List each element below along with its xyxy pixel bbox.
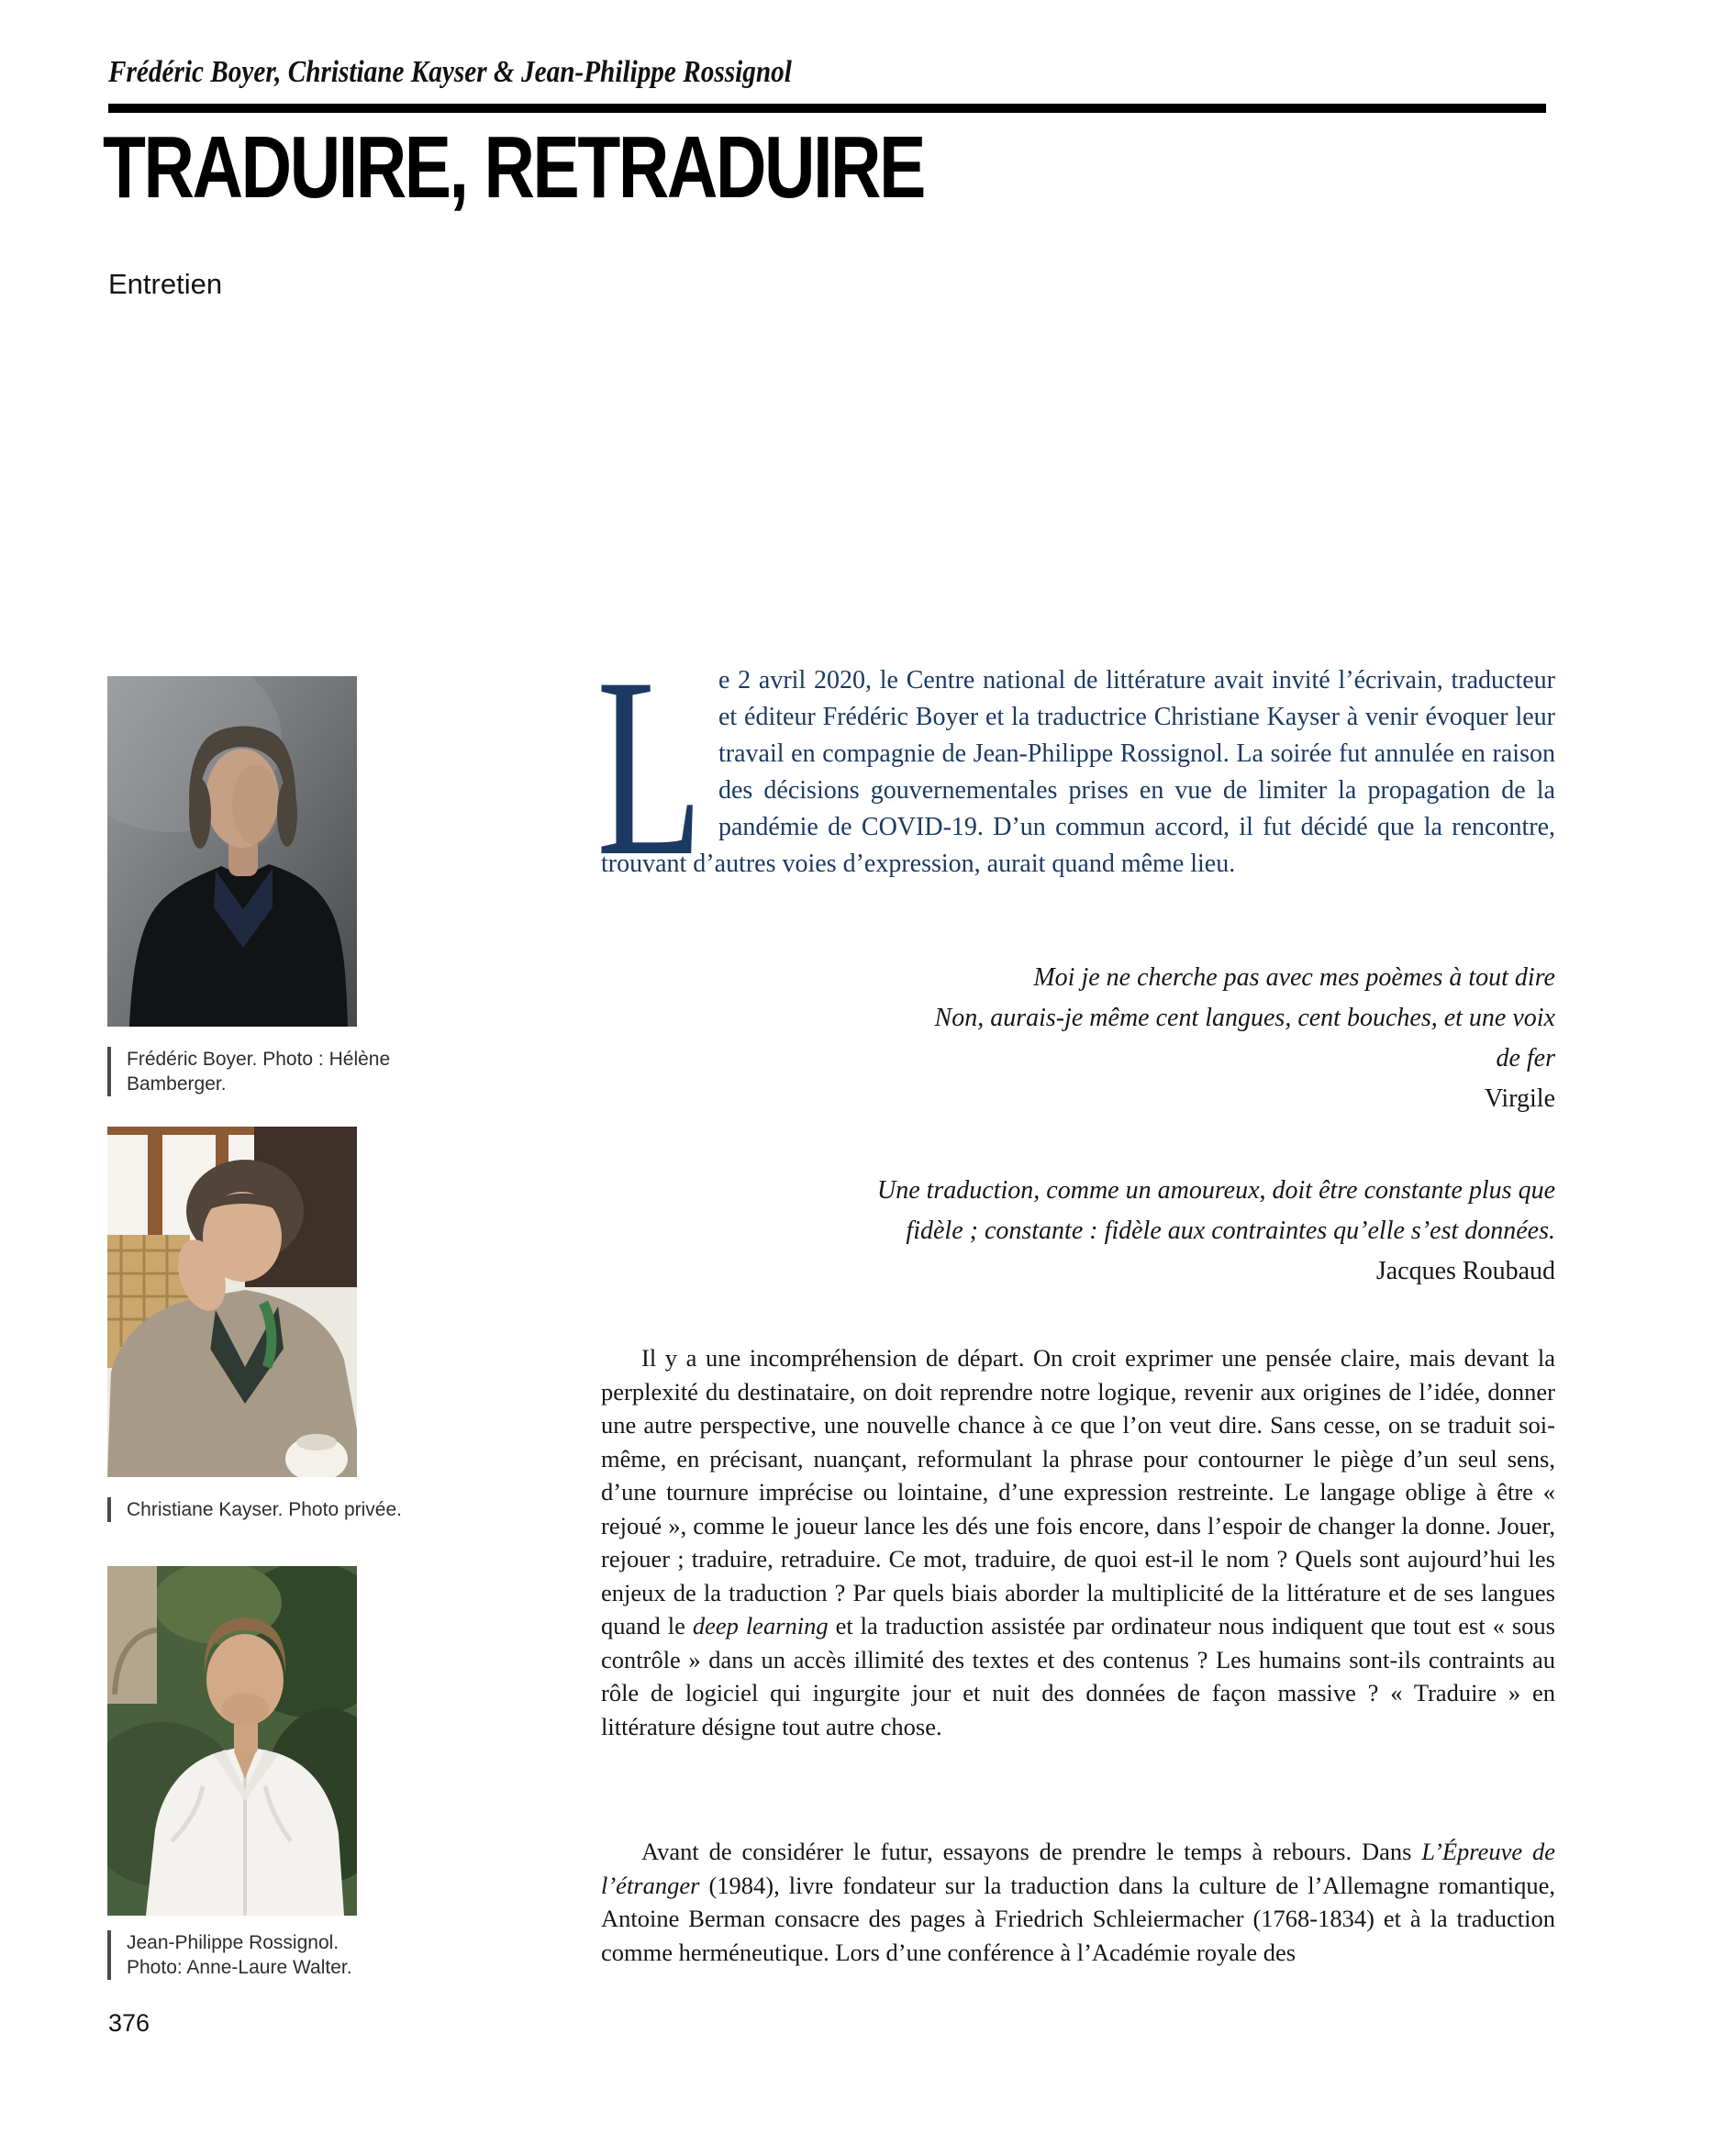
photo-caption-frederic-boyer: Frédéric Boyer. Photo : Hélène Bamberger. [107,1047,402,1096]
photo-jean-philippe-rossignol [107,1566,357,1916]
epigraph-virgile [601,958,1555,1119]
body-paragraph-1: Il y a une incompréhension de départ. On croit exprimer une pensée claire, mais devant la perplexité du destinataire, on doit reprendre notre logique, revenir aux origines de l’idée, donner une autre perspective, une nouvelle chance à ce que l’on veut dire. Sans cesse, on se traduit soi-même, en précisant, nuançant, reformulant la phrase pour contourner le piège d’un seul sens, d’une tournure imprécise ou lointaine, d’une expression restreinte. Le langage oblige à être « rejoué », comme le joueur lance les dés une fois encore, dans l’espoir de changer la donne. Jouer, rejouer ; traduire, retraduire. Ce mot, traduire, de quoi est-il le nom ? Quels sont aujourd’hui les enjeux de la traduction ? Par quels biais aborder la multiplicité de la littérature et de ses langues quand le deep learning et la traduction assistée par ordinateur nous indiquent que tout est « sous contrôle » dans un accès illimité des textes et des contenus ? Les humains sont-ils contraints au rôle de logiciel qui ingurgite jour et nuit des données de façon massive ? « Traduire » en littérature désigne tout autre chose. [601,1344,1555,1740]
dropcap-letter: L [596,624,704,909]
genre-label: Entretien [108,268,223,300]
photo-frederic-boyer [107,676,357,1027]
photo-caption-jean-philippe-rossignol: Jean-Philippe Rossignol. Photo: Anne-Laure Walter. [107,1930,402,1980]
epigraph-attribution: Virgile [1484,1084,1555,1113]
intro-paragraph [601,662,1555,883]
intro-text: e 2 avril 2020, le Centre national de littérature avait invité l’écrivain, traducteur et éditeur Frédéric Boyer et la traductrice Christiane Kayser à venir évoquer leur travail en compagnie de Jean-Philippe Rossignol. La soirée fut annulée en raison des décisions gouvernementales prises en vue de limiter la propagation de la pandémie de COVID-19. D’un commun accord, il fut décidé que la rencontre, trouvant d’autres voies d’expression, aurait quand même lieu. [601,666,1555,878]
dropcap-spacer [601,662,718,846]
epigraph-lines: Une traduction, comme un amoureux, doit être constante plus que fidèle ; constante : fidèle aux contraintes qu’elle s’est données. [876,1176,1555,1245]
portrait-christiane-kayser-illustration [107,1127,357,1477]
header-rule [108,104,1546,113]
portrait-frederic-boyer-illustration [107,676,357,1027]
epigraph-roubaud [601,1171,1555,1292]
authors-line: Frédéric Boyer, Christiane Kayser & Jean-Philippe Rossignol [108,55,792,89]
photo-caption-christiane-kayser: Christiane Kayser. Photo privée. [107,1497,402,1522]
page-number: 376 [108,2009,150,2037]
photo-christiane-kayser [107,1127,357,1477]
portrait-jean-philippe-rossignol-illustration [107,1566,357,1916]
body-paragraph-2: Avant de considérer le futur, essayons de prendre le temps à rebours. Dans L’Épreuve de l’étranger (1984), livre fondateur sur la traduction dans la culture de l’Allemagne romantique, Antoine Berman consacre des pages à Friedrich Schleiermacher (1768-1834) et à la traduction comme herméneutique. Lors d’une conférence à l’Académie royale des [601,1838,1555,1966]
epigraph-lines: Moi je ne cherche pas avec mes poèmes à tout dire Non, aurais-je même cent langues, cent bouches, et une voix de fer [934,963,1555,1072]
page-title: TRADUIRE, RETRADUIRE [103,118,924,217]
epigraph-attribution: Jacques Roubaud [1375,1257,1555,1285]
